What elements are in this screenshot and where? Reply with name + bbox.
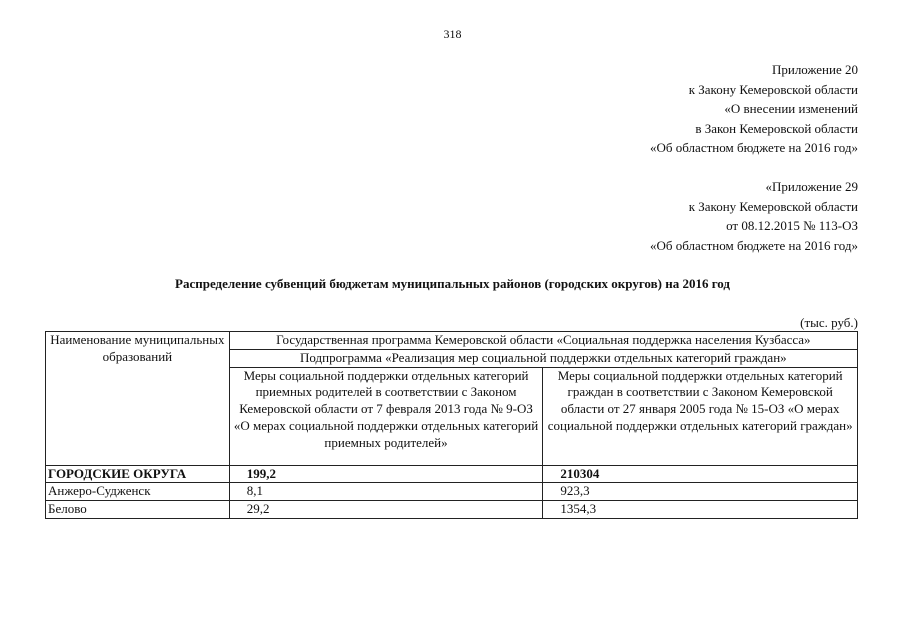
municipality-name: Белово [46,501,230,519]
table-row [46,501,858,519]
table-row [46,483,858,501]
header-row-program [46,332,858,350]
document-title: Распределение субвенций бюджетам муниципальных районов (городских округов) на 2016 год [175,276,730,291]
appendix-line: в Закон Кемеровской области [695,120,858,136]
citizens-value: 923,3 [543,483,858,501]
page-number: 318 [443,27,462,41]
appendix-line: «Приложение 29 [765,179,858,194]
program-header: Государственная программа Кемеровской области «Социальная поддержка населения Кузбасса» [229,332,857,350]
foster-value: 29,2 [229,501,543,519]
municipality-name: Анжеро-Судженск [46,483,230,501]
appendix-20-block [650,60,858,158]
units-label: (тыс. руб.) [800,315,858,330]
appendix-line: от 08.12.2015 № 113-ОЗ [726,218,858,234]
subventions-table [45,331,858,519]
subprogram-header: Подпрограмма «Реализация мер социальной поддержки отдельных категорий граждан» [229,349,857,367]
municipality-column-header: Наименование муниципальных образований [46,332,230,466]
foster-value: 8,1 [229,483,543,501]
appendix-29-block [650,177,858,255]
municipality-name: ГОРОДСКИЕ ОКРУГА [46,465,230,483]
citizens-measures-header: Меры социальной поддержки отдельных категорий граждан в соответствии с Законом Кемеровской области от 27 января 2005 года № 15-ОЗ «О мерах социальной поддержки отдельных категорий граждан» [543,367,858,465]
appendix-line: «Об областном бюджете на 2016 год» [650,237,858,253]
table-row [46,465,858,483]
citizens-value: 210304 [543,465,858,483]
foster-value: 199,2 [229,465,543,483]
appendix-line: «О внесении изменений [724,101,858,117]
appendix-line: к Закону Кемеровской области [688,81,858,97]
foster-parents-measures-header: Меры социальной поддержки отдельных категорий приемных родителей в соответствии с Законом Кемеровской области от 7 февраля 2013 года № 9-ОЗ «О мерах социальной поддержки отдельных категорий приемных родителей» [229,367,543,465]
citizens-value: 1354,3 [543,501,858,519]
appendix-line: к Закону Кемеровской области [688,198,858,214]
appendix-line: «Об областном бюджете на 2016 год» [650,140,858,156]
appendix-line: Приложение 20 [771,62,858,77]
